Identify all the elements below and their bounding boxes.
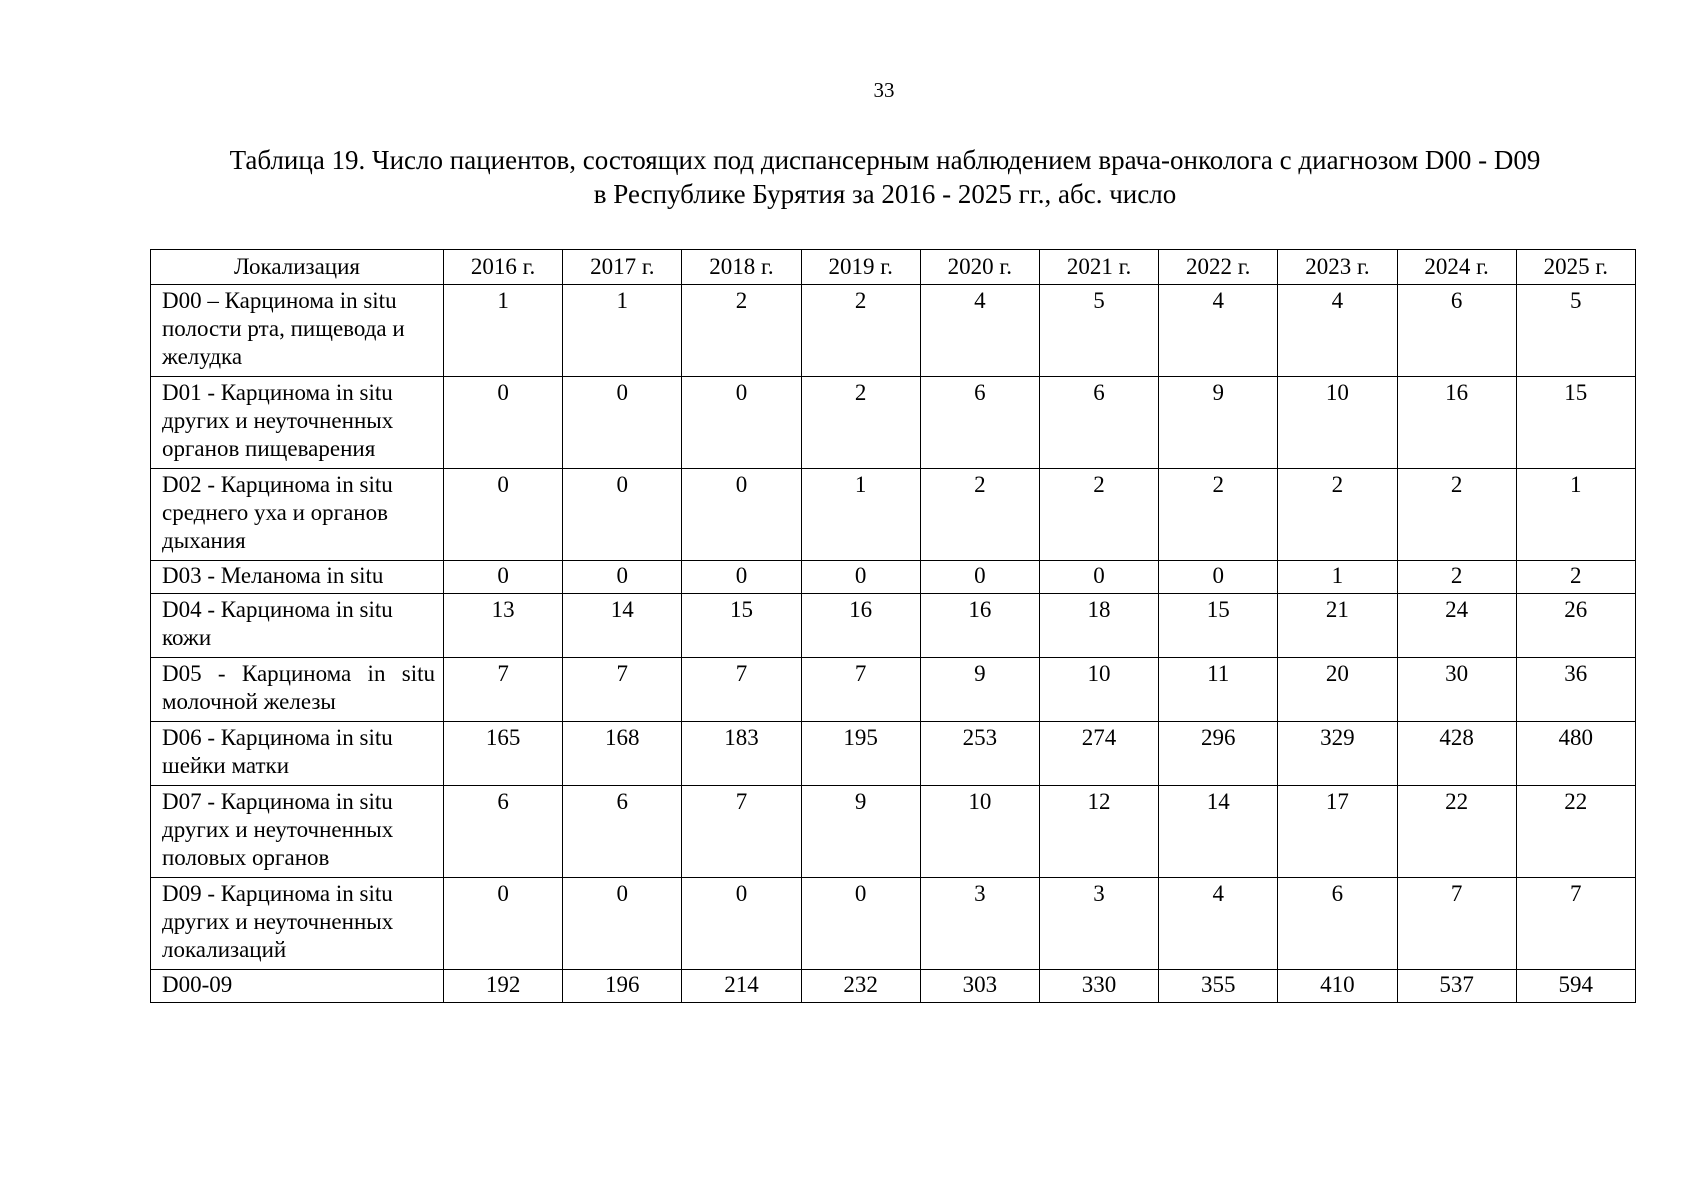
- table-row: [151, 722, 1636, 786]
- table-cell: 14: [1159, 786, 1278, 878]
- table-cell: 7: [1397, 878, 1516, 970]
- table-cell: 7: [801, 658, 920, 722]
- table-cell: 1: [1516, 469, 1635, 561]
- table-row: [151, 878, 1636, 970]
- table-cell: 0: [682, 377, 801, 469]
- table-cell: 6: [1278, 878, 1397, 970]
- table-cell: 296: [1159, 722, 1278, 786]
- table-cell: 3: [1039, 878, 1158, 970]
- table-cell: 0: [444, 469, 563, 561]
- column-header: 2018 г.: [682, 250, 801, 285]
- table-row-total: [151, 970, 1636, 1003]
- table-cell: 21: [1278, 594, 1397, 658]
- table-cell: 7: [682, 786, 801, 878]
- table-cell: 0: [563, 878, 682, 970]
- table-cell: 12: [1039, 786, 1158, 878]
- table-caption: [150, 143, 1620, 211]
- table-cell: 7: [444, 658, 563, 722]
- table-cell: 2: [801, 377, 920, 469]
- table-cell: 2: [1039, 469, 1158, 561]
- column-header: 2025 г.: [1516, 250, 1635, 285]
- table-cell: 330: [1039, 970, 1158, 1003]
- row-label: D09 - Карцинома in situ других и неуточненных локализаций: [151, 878, 444, 970]
- table-cell: 2: [1159, 469, 1278, 561]
- row-label: D04 - Карцинома in situ кожи: [151, 594, 444, 658]
- row-label: D02 - Карцинома in situ среднего уха и органов дыхания: [151, 469, 444, 561]
- table-cell: 355: [1159, 970, 1278, 1003]
- page-number: 33: [873, 78, 895, 102]
- table-cell: 329: [1278, 722, 1397, 786]
- table-cell: 20: [1278, 658, 1397, 722]
- table-cell: 2: [1397, 469, 1516, 561]
- column-header: Локализация: [151, 250, 444, 285]
- row-label: D00 – Карцинома in situ полости рта, пищевода и желудка: [151, 285, 444, 377]
- table-cell: 0: [563, 469, 682, 561]
- table-cell: 6: [920, 377, 1039, 469]
- table-cell: 2: [1278, 469, 1397, 561]
- table-cell: 428: [1397, 722, 1516, 786]
- table-row: [151, 786, 1636, 878]
- table-cell: 7: [1516, 878, 1635, 970]
- table-cell: 22: [1397, 786, 1516, 878]
- table-cell: 10: [1278, 377, 1397, 469]
- table-cell: 4: [920, 285, 1039, 377]
- table-cell: 16: [920, 594, 1039, 658]
- table-cell: 0: [1159, 561, 1278, 594]
- table-cell: 26: [1516, 594, 1635, 658]
- row-label: D00-09: [151, 970, 444, 1003]
- table-cell: 17: [1278, 786, 1397, 878]
- data-table: [150, 249, 1636, 1003]
- table-cell: 7: [563, 658, 682, 722]
- table-cell: 4: [1278, 285, 1397, 377]
- table-row: [151, 594, 1636, 658]
- column-header: 2021 г.: [1039, 250, 1158, 285]
- table-cell: 9: [1159, 377, 1278, 469]
- table-cell: 11: [1159, 658, 1278, 722]
- table-cell: 24: [1397, 594, 1516, 658]
- table-cell: 36: [1516, 658, 1635, 722]
- row-label: D06 - Карцинома in situ шейки матки: [151, 722, 444, 786]
- table-cell: 232: [801, 970, 920, 1003]
- table-cell: 10: [920, 786, 1039, 878]
- row-label: D03 - Меланома in situ: [151, 561, 444, 594]
- table-cell: 6: [563, 786, 682, 878]
- table-row: [151, 658, 1636, 722]
- table-cell: 0: [444, 878, 563, 970]
- column-header: 2024 г.: [1397, 250, 1516, 285]
- table-cell: 7: [682, 658, 801, 722]
- table-cell: 0: [682, 561, 801, 594]
- column-header: 2020 г.: [920, 250, 1039, 285]
- table-cell: 15: [1159, 594, 1278, 658]
- table-cell: 274: [1039, 722, 1158, 786]
- table-cell: 16: [801, 594, 920, 658]
- table-cell: 6: [1397, 285, 1516, 377]
- table-cell: 2: [682, 285, 801, 377]
- table-row: [151, 469, 1636, 561]
- table-cell: 13: [444, 594, 563, 658]
- table-cell: 9: [801, 786, 920, 878]
- column-header: 2019 г.: [801, 250, 920, 285]
- table-cell: 0: [801, 878, 920, 970]
- table-cell: 196: [563, 970, 682, 1003]
- table-cell: 15: [1516, 377, 1635, 469]
- table-cell: 16: [1397, 377, 1516, 469]
- caption-line-1: Таблица 19. Число пациентов, состоящих под диспансерным наблюдением врача-онколога с диагнозом D00 - D09: [229, 145, 1541, 175]
- table-row: [151, 561, 1636, 594]
- column-header: 2022 г.: [1159, 250, 1278, 285]
- row-label: D05 - Карцинома in situ молочной железы: [151, 658, 444, 722]
- table-cell: 18: [1039, 594, 1158, 658]
- table-cell: 3: [920, 878, 1039, 970]
- table-cell: 30: [1397, 658, 1516, 722]
- table-cell: 15: [682, 594, 801, 658]
- row-label: D01 - Карцинома in situ других и неуточненных органов пищеварения: [151, 377, 444, 469]
- table-cell: 0: [1039, 561, 1158, 594]
- column-header: 2023 г.: [1278, 250, 1397, 285]
- table-cell: 2: [920, 469, 1039, 561]
- table-cell: 0: [563, 377, 682, 469]
- table-cell: 303: [920, 970, 1039, 1003]
- table-cell: 0: [563, 561, 682, 594]
- table-cell: 192: [444, 970, 563, 1003]
- table-cell: 0: [682, 878, 801, 970]
- table-cell: 4: [1159, 285, 1278, 377]
- table-cell: 9: [920, 658, 1039, 722]
- table-cell: 1: [563, 285, 682, 377]
- table-cell: 6: [1039, 377, 1158, 469]
- table-cell: 195: [801, 722, 920, 786]
- table-cell: 0: [920, 561, 1039, 594]
- table-header-row: [151, 250, 1636, 285]
- table-cell: 480: [1516, 722, 1635, 786]
- table-cell: 0: [801, 561, 920, 594]
- table-cell: 1: [444, 285, 563, 377]
- table-cell: 10: [1039, 658, 1158, 722]
- caption-line-2: в Республике Бурятия за 2016 - 2025 гг., абс. число: [593, 179, 1177, 209]
- table-cell: 168: [563, 722, 682, 786]
- row-label: D07 - Карцинома in situ других и неуточненных половых органов: [151, 786, 444, 878]
- column-header: 2016 г.: [444, 250, 563, 285]
- table-cell: 2: [1397, 561, 1516, 594]
- table-cell: 183: [682, 722, 801, 786]
- table-cell: 537: [1397, 970, 1516, 1003]
- table-cell: 1: [1278, 561, 1397, 594]
- table-row: [151, 377, 1636, 469]
- table-cell: 214: [682, 970, 801, 1003]
- table-cell: 5: [1516, 285, 1635, 377]
- table-cell: 22: [1516, 786, 1635, 878]
- table-row: [151, 285, 1636, 377]
- table-cell: 253: [920, 722, 1039, 786]
- table-cell: 2: [1516, 561, 1635, 594]
- table-cell: 4: [1159, 878, 1278, 970]
- table-cell: 594: [1516, 970, 1635, 1003]
- table-cell: 14: [563, 594, 682, 658]
- table-cell: 165: [444, 722, 563, 786]
- column-header: 2017 г.: [563, 250, 682, 285]
- table-cell: 0: [682, 469, 801, 561]
- table-cell: 0: [444, 561, 563, 594]
- table-cell: 6: [444, 786, 563, 878]
- table-cell: 1: [801, 469, 920, 561]
- table-cell: 5: [1039, 285, 1158, 377]
- table-cell: 2: [801, 285, 920, 377]
- table-cell: 0: [444, 377, 563, 469]
- table-cell: 410: [1278, 970, 1397, 1003]
